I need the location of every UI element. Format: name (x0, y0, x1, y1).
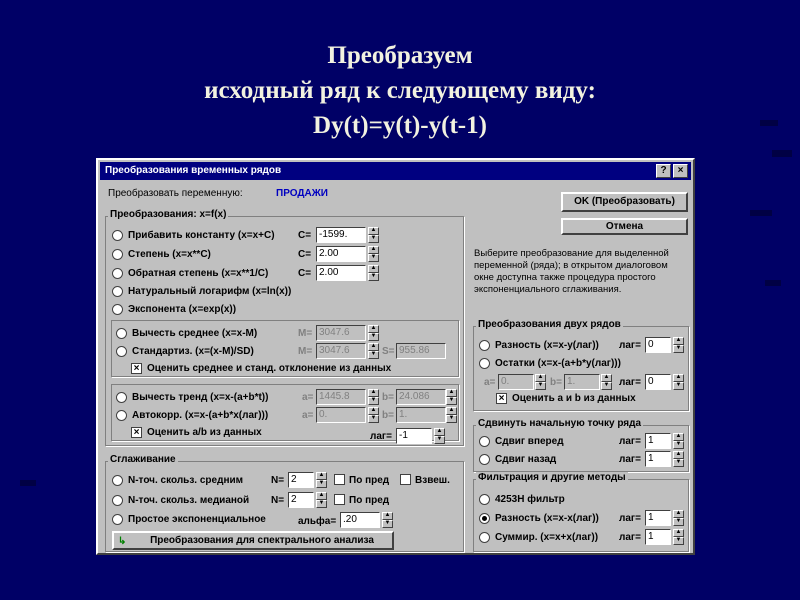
help-button[interactable]: ? (656, 164, 671, 178)
title-line-3: Dy(t)=y(t)-y(t-1) (313, 112, 487, 139)
lag-label-5: лаг= (619, 513, 641, 524)
close-button[interactable]: × (673, 164, 688, 178)
exp-smooth-radio[interactable] (112, 514, 123, 525)
decor-dash (772, 150, 792, 157)
median-label: N-точ. скольз. медианой (128, 495, 250, 506)
m-input-2[interactable]: 3047.6 (316, 343, 366, 359)
diff-two-radio[interactable] (479, 340, 490, 351)
s-input[interactable]: 955.86 (396, 343, 446, 359)
add-const-label: Прибавить константу (x=x+C) (128, 230, 275, 241)
median-radio[interactable] (112, 495, 123, 506)
add-const-input[interactable]: -1599. (316, 227, 366, 243)
resid-lag-input[interactable]: 0 (645, 374, 671, 390)
m-input[interactable]: 3047.6 (316, 325, 366, 341)
autocorr-radio[interactable] (116, 410, 127, 421)
shift-back-radio[interactable] (479, 454, 490, 465)
resid-a-input[interactable]: 0. (498, 374, 534, 390)
b-label-2: b= (382, 410, 394, 421)
lag-label-4: лаг= (619, 454, 641, 465)
lag-label-2: лаг= (619, 377, 641, 388)
diff-filter-lag-input[interactable]: 1 (645, 510, 671, 526)
a-label-3: a= (484, 377, 496, 388)
est-ab-checkbox[interactable]: × (131, 427, 142, 438)
add-const-spinner[interactable]: ▲ ▼ (368, 227, 379, 243)
f4253-radio[interactable] (479, 494, 490, 505)
smoothing-legend: Сглаживание (110, 454, 176, 465)
power-radio[interactable] (112, 249, 123, 260)
sum-radio[interactable] (479, 532, 490, 543)
decor-dash (765, 280, 781, 286)
a-input[interactable]: 1445.8 (316, 389, 366, 405)
variable-value: ПРОДАЖИ (276, 188, 328, 199)
diff-two-label: Разность (x=x-y(лаг)) (495, 340, 599, 351)
b-input-2[interactable]: 1. (396, 407, 446, 423)
lag-label: лаг= (370, 431, 392, 442)
ma-n-spinner[interactable]: ▲ ▼ (316, 472, 327, 488)
weighted-label: Взвеш. (415, 475, 450, 486)
ln-label: Натуральный логарифм (x=ln(x)) (128, 286, 292, 297)
sub-mean-radio[interactable] (116, 328, 127, 339)
sum-lag-spinner[interactable]: ▲ ▼ (673, 529, 684, 545)
shift-forward-lag-spinner[interactable]: ▲ ▼ (673, 433, 684, 449)
est-ab2-label: Оценить a и b из данных (512, 393, 636, 404)
shift-forward-lag-input[interactable]: 1 (645, 433, 671, 449)
ma-n-input[interactable]: 2 (288, 472, 314, 488)
a-spinner-2[interactable]: ▲ ▼ (368, 407, 379, 423)
n-label-2: N= (271, 495, 285, 506)
m-label: M= (298, 346, 313, 357)
spectral-button[interactable] (112, 531, 394, 550)
power-input[interactable]: 2.00 (316, 246, 366, 262)
title-line-2: исходный ряд к следующему виду: (204, 77, 596, 104)
ma-radio[interactable] (112, 475, 123, 486)
diff-filter-lag-spinner[interactable]: ▲ ▼ (673, 510, 684, 526)
ok-button[interactable]: OK (Преобразовать) (561, 192, 688, 212)
by-pred-label: По пред (349, 475, 390, 486)
a-spinner[interactable]: ▲ ▼ (368, 389, 379, 405)
alpha-label: альфа= (298, 516, 337, 527)
c-label: C= (298, 268, 312, 279)
exp-radio[interactable] (112, 304, 123, 315)
variable-label: Преобразовать переменную: (108, 188, 243, 199)
ma-label: N-точ. скольз. средним (128, 475, 244, 486)
lag-label-3: лаг= (619, 436, 641, 447)
lag-label: лаг= (619, 340, 641, 351)
sum-label: Суммир. (x=x+x(лаг)) (495, 532, 599, 543)
exp-label: Экспонента (x=exp(x)) (128, 304, 237, 315)
standard-label: Стандартиз. (x=(x-M)/SD) (132, 346, 254, 357)
shift-forward-label: Сдвиг вперед (495, 436, 564, 447)
add-const-radio[interactable] (112, 230, 123, 241)
diff-two-lag-input[interactable]: 0 (645, 337, 671, 353)
inv-power-label: Обратная степень (x=x**1/C) (128, 268, 269, 279)
median-n-input[interactable]: 2 (288, 492, 314, 508)
lag-input[interactable]: -1 (396, 428, 432, 444)
sub-trend-label: Вычесть тренд (x=x-(a+b*t)) (132, 392, 269, 403)
shift-back-label: Сдвиг назад (495, 454, 557, 465)
b-input[interactable]: 24.086 (396, 389, 446, 405)
weighted-checkbox[interactable] (400, 474, 411, 485)
cancel-button[interactable]: Отмена (561, 218, 688, 235)
title-line-1: Преобразуем (327, 42, 473, 69)
power-label: Степень (x=x**C) (128, 249, 211, 260)
b-label-3: b= (550, 377, 562, 388)
shift-back-lag-input[interactable]: 1 (645, 451, 671, 467)
median-n-spinner[interactable]: ▲ ▼ (316, 492, 327, 508)
spectral-icon: ↳ (118, 536, 127, 547)
sub-trend-radio[interactable] (116, 392, 127, 403)
m-label: M= (298, 328, 313, 339)
dialog-titlebar (100, 162, 691, 180)
exp-smooth-label: Простое экспоненциальное (128, 514, 266, 525)
resid-a-spinner[interactable]: ▲ ▼ (535, 374, 546, 390)
by-pred-label-2: По пред (349, 495, 390, 506)
b-label: b= (382, 392, 394, 403)
shift-legend: Сдвинуть начальную точку ряда (478, 418, 642, 429)
a-input-2[interactable]: 0. (316, 407, 366, 423)
power-spinner[interactable]: ▲ ▼ (368, 246, 379, 262)
a-label-2: a= (302, 410, 314, 421)
decor-dash (750, 210, 772, 216)
a-label: a= (302, 392, 314, 403)
dialog-title: Преобразования временных рядов (105, 165, 282, 176)
m-spinner[interactable]: ▲ ▼ (368, 325, 379, 341)
by-pred-checkbox[interactable] (334, 474, 345, 485)
sub-mean-label: Вычесть среднее (x=x-M) (132, 328, 258, 339)
filter-legend: Фильтрация и другие методы (478, 472, 626, 483)
inv-power-radio[interactable] (112, 268, 123, 279)
transform-dialog (96, 158, 695, 555)
lag-spinner[interactable]: ▲ ▼ (434, 428, 445, 444)
diff-filter-radio[interactable] (479, 513, 490, 524)
c-label: C= (298, 230, 312, 241)
resid-lag-spinner[interactable]: ▲ ▼ (673, 374, 684, 390)
est-mean-checkbox[interactable]: × (131, 363, 142, 374)
s-label: S= (382, 346, 395, 357)
est-ab2-checkbox[interactable]: × (496, 393, 507, 404)
m-spinner-2[interactable]: ▲ ▼ (368, 343, 379, 359)
inv-power-input[interactable]: 2.00 (316, 265, 366, 281)
c-label: C= (298, 249, 312, 260)
alpha-spinner[interactable]: ▲ ▼ (382, 512, 393, 528)
resid-b-input[interactable]: 1. (564, 374, 600, 390)
ln-radio[interactable] (112, 286, 123, 297)
resid-b-spinner[interactable]: ▲ ▼ (601, 374, 612, 390)
alpha-input[interactable]: .20 (340, 512, 380, 528)
resid-radio[interactable] (479, 358, 490, 369)
spectral-button-label: Преобразования для спектрального анализа (150, 535, 374, 546)
shift-forward-radio[interactable] (479, 436, 490, 447)
inv-power-spinner[interactable]: ▲ ▼ (368, 265, 379, 281)
sum-lag-input[interactable]: 1 (645, 529, 671, 545)
slide-title (0, 38, 800, 143)
shift-back-lag-spinner[interactable]: ▲ ▼ (673, 451, 684, 467)
b-spinner-2[interactable]: ▲ ▼ (446, 407, 457, 423)
by-pred-checkbox-2[interactable] (334, 494, 345, 505)
f4253-label: 4253H фильтр (495, 494, 565, 505)
diff-two-lag-spinner[interactable]: ▲ ▼ (673, 337, 684, 353)
standard-radio[interactable] (116, 346, 127, 357)
info-text: Выберите преобразование для выделенной переменной (ряда); в открытом диалоговом окне доступна также процедура простого экспоненциального сглаживания. (474, 248, 669, 295)
n-label: N= (271, 475, 285, 486)
transforms-legend: Преобразования: x=f(x) (110, 209, 227, 220)
decor-dash (20, 480, 36, 486)
est-ab-label: Оценить a/b из данных (147, 427, 262, 438)
est-mean-label: Оценить среднее и станд. отклонение из данных (147, 363, 392, 374)
b-spinner[interactable]: ▲ ▼ (446, 389, 457, 405)
two-series-legend: Преобразования двух рядов (478, 319, 621, 330)
lag-label-6: лаг= (619, 532, 641, 543)
resid-label: Остатки (x=x-(a+b*y(лаг))) (495, 358, 621, 369)
autocorr-label: Автокорр. (x=x-(a+b*x(лаг))) (132, 410, 269, 421)
diff-filter-label: Разность (x=x-x(лаг)) (495, 513, 599, 524)
